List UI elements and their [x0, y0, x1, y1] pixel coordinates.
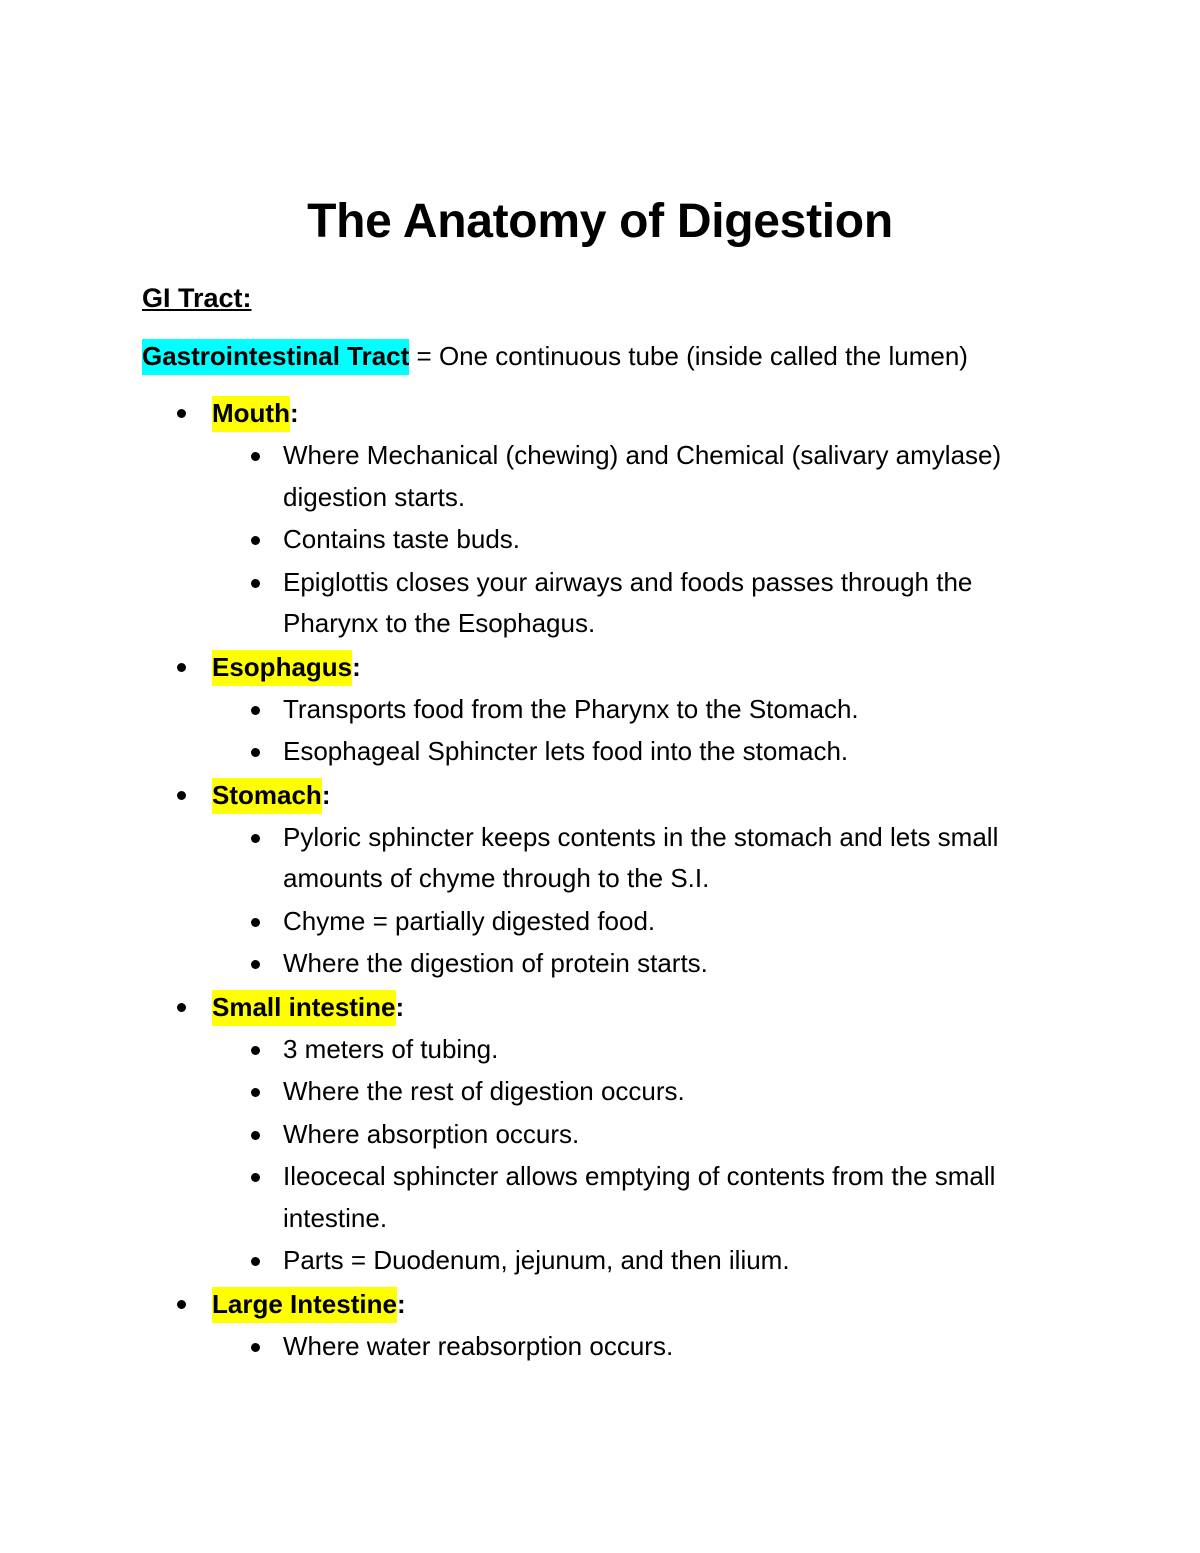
list-item-mouth: Mouth:	[0, 392, 1200, 434]
bullet-icon	[177, 791, 186, 800]
organ-label: Esophagus	[212, 650, 352, 686]
list-item-small-intestine: Small intestine:	[0, 986, 1200, 1028]
point-text: 3 meters of tubing.	[283, 1033, 499, 1064]
organ-label: Mouth	[212, 396, 290, 432]
bullet-icon	[177, 663, 186, 672]
bullet-icon	[251, 918, 260, 927]
bullet-icon	[251, 1257, 260, 1266]
sublist-stomach	[0, 817, 1200, 985]
list-item	[0, 1326, 1200, 1368]
point-text: Esophageal Sphincter lets food into the stomach.	[283, 736, 849, 766]
bullet-icon	[251, 1046, 260, 1055]
intro-paragraph	[142, 335, 968, 377]
bullet-icon	[251, 1088, 260, 1097]
list-item	[0, 1114, 1200, 1156]
point-text: Where the rest of digestion occurs.	[283, 1076, 685, 1106]
list-item	[0, 689, 1200, 731]
bullet-icon	[251, 834, 260, 843]
intro-text: = One continuous tube (inside called the lumen)	[409, 341, 968, 371]
point-text: Pyloric sphincter keeps contents in the stomach and lets small amounts of chyme through to the S.I.	[283, 821, 999, 893]
bullet-icon	[251, 748, 260, 757]
list-item-large-intestine: Large Intestine:	[0, 1283, 1200, 1325]
point-text: Where Mechanical (chewing) and Chemical (salivary amylase) digestion starts.	[283, 440, 1002, 512]
bullet-icon	[251, 1173, 260, 1182]
sublist-mouth	[0, 435, 1200, 645]
bullet-icon	[177, 1003, 186, 1012]
list-item	[0, 1156, 1200, 1239]
list-item	[0, 1071, 1200, 1113]
organ-list	[0, 392, 1200, 1368]
point-text: Parts = Duodenum, jejunum, and then ilium.	[283, 1245, 790, 1275]
point-text: Where the digestion of protein starts.	[283, 948, 708, 978]
point-text: Epiglottis closes your airways and foods passes through the Pharynx to the Esophagus.	[283, 566, 973, 638]
point-text: Chyme = partially digested food.	[283, 905, 656, 936]
list-item	[0, 1240, 1200, 1282]
list-item-stomach: Stomach:	[0, 774, 1200, 816]
bullet-icon	[251, 536, 260, 545]
point-text: Contains taste buds.	[283, 524, 521, 554]
list-item	[0, 943, 1200, 985]
bullet-icon	[251, 960, 260, 969]
list-item	[0, 562, 1200, 645]
document-title: The Anatomy of Digestion	[307, 195, 893, 248]
bullet-icon	[177, 1300, 186, 1309]
sublist-large-intestine	[0, 1326, 1200, 1368]
organ-label: Stomach	[212, 778, 322, 814]
point-text: Where absorption occurs.	[283, 1118, 580, 1149]
list-item	[0, 901, 1200, 943]
bullet-icon	[251, 706, 260, 715]
list-item-esophagus: Esophagus:	[0, 646, 1200, 688]
list-item	[0, 519, 1200, 561]
list-item	[0, 1029, 1200, 1071]
bullet-icon	[251, 1131, 260, 1140]
sublist-esophagus	[0, 689, 1200, 773]
organ-label: Small intestine	[212, 990, 396, 1026]
highlighted-term: Gastrointestinal Tract	[142, 339, 409, 375]
list-item	[0, 731, 1200, 773]
list-item	[0, 435, 1200, 518]
sublist-small-intestine	[0, 1029, 1200, 1282]
point-text: Where water reabsorption occurs.	[283, 1330, 674, 1361]
bullet-icon	[177, 409, 186, 418]
point-text: Ileocecal sphincter allows emptying of contents from the small intestine.	[283, 1161, 996, 1233]
organ-label: Large Intestine	[212, 1287, 397, 1323]
bullet-icon	[251, 452, 260, 461]
point-text: Transports food from the Pharynx to the Stomach.	[283, 693, 859, 724]
bullet-icon	[251, 1343, 260, 1352]
bullet-icon	[251, 579, 260, 588]
section-heading: GI Tract:	[142, 283, 252, 313]
list-item	[0, 817, 1200, 900]
